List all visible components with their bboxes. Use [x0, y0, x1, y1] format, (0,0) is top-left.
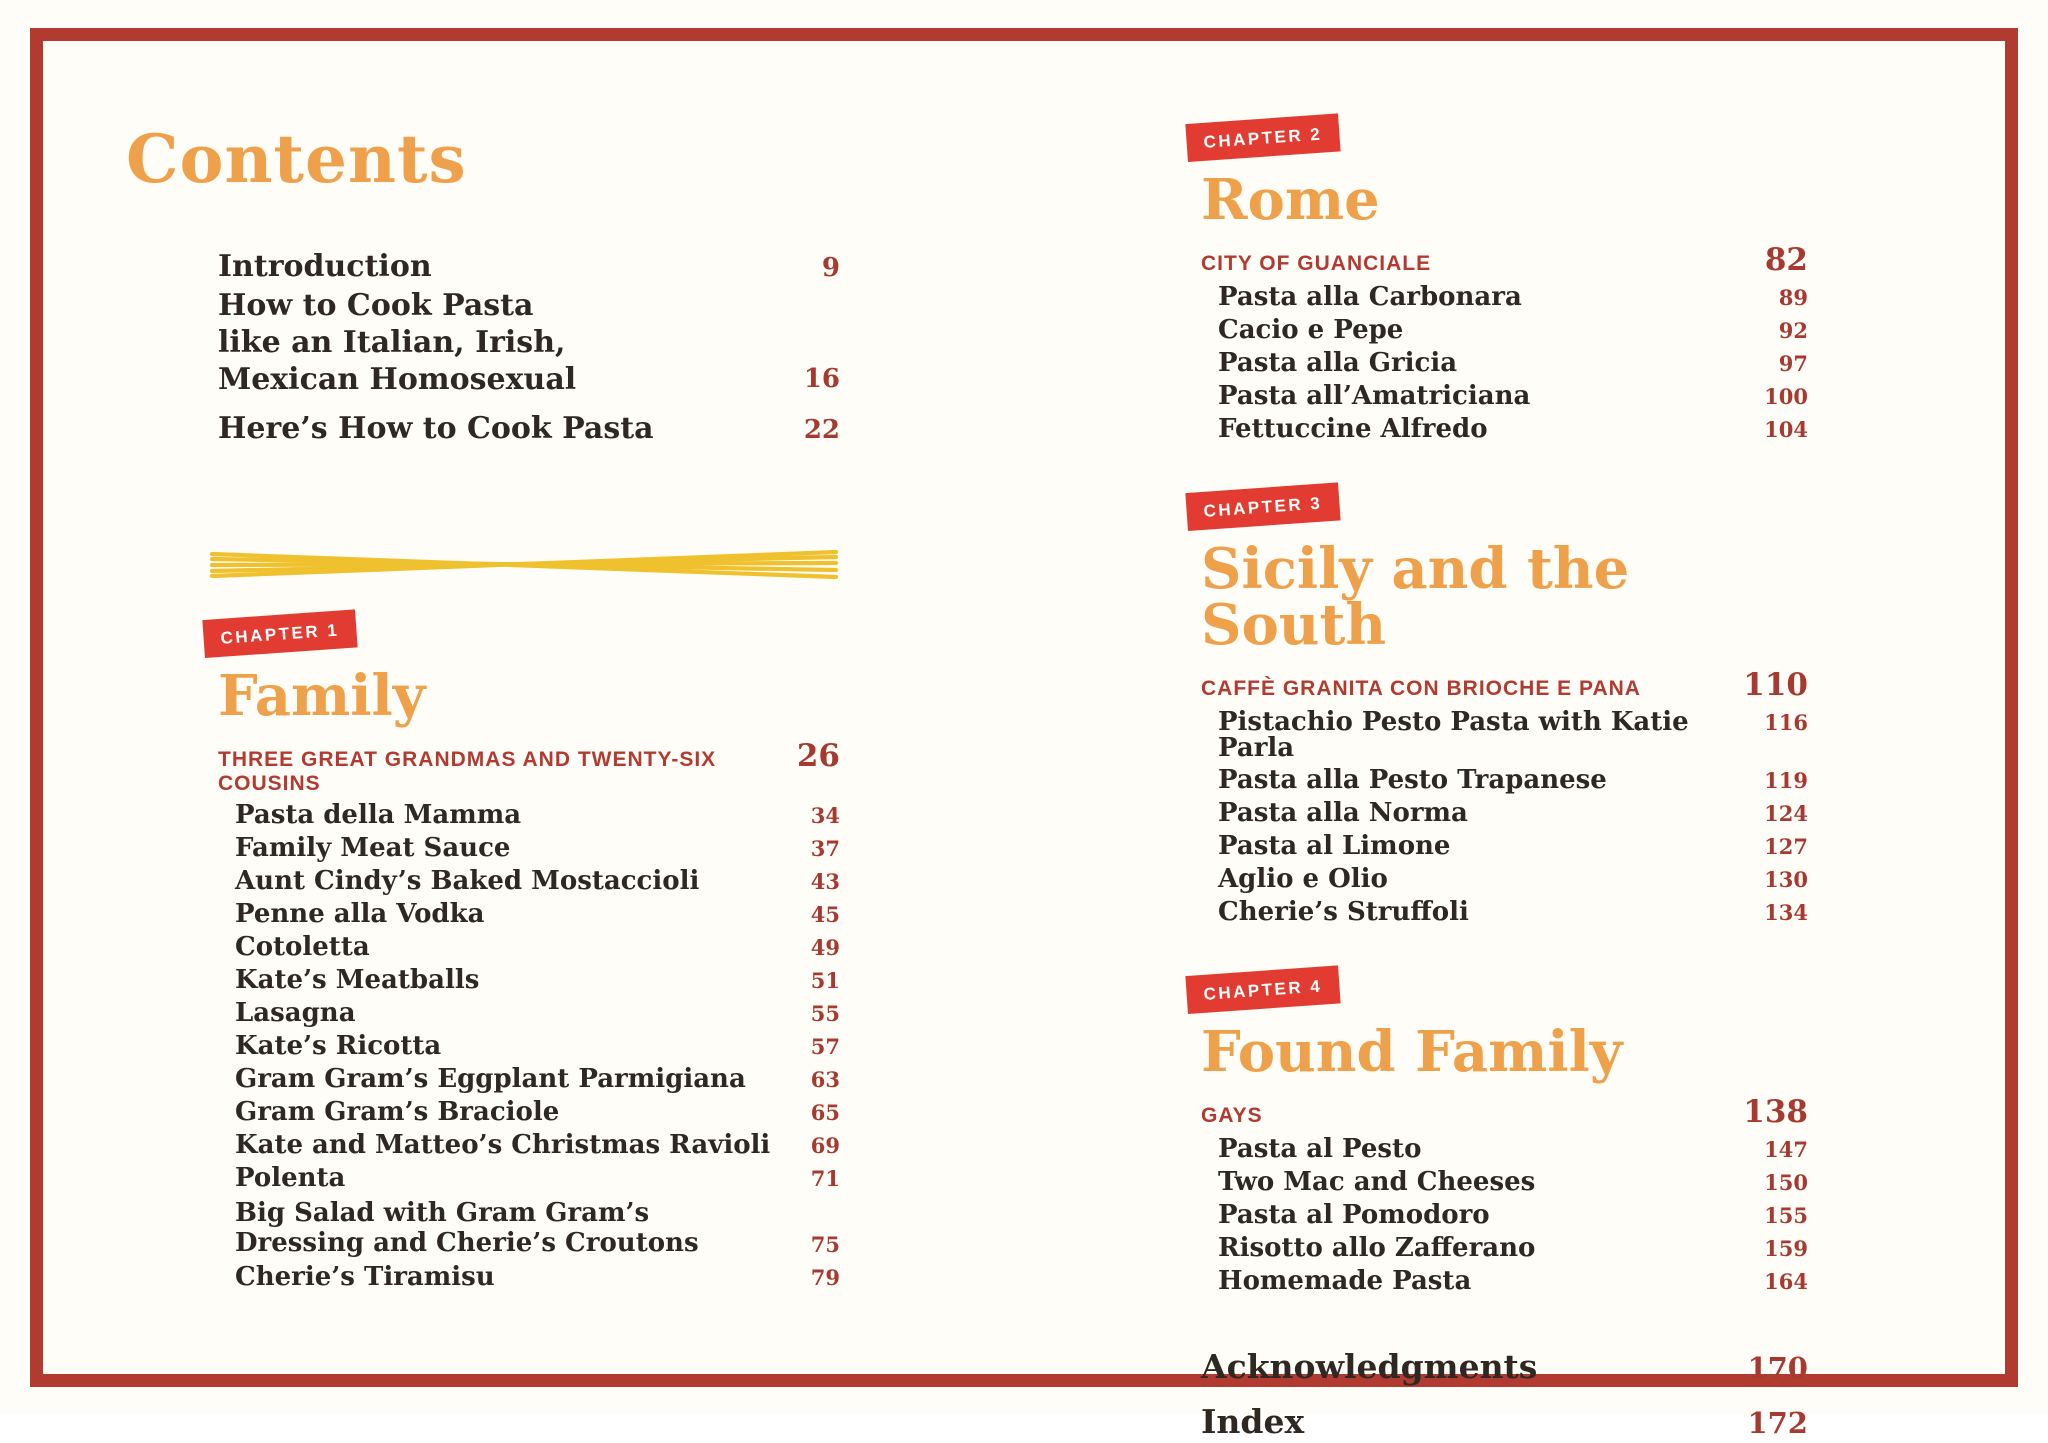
- recipe-page-number: 49: [810, 935, 840, 960]
- toc-entry-label: Here’s How to Cook Pasta: [218, 411, 654, 446]
- recipe-label: Gram Gram’s Braciole: [235, 1097, 560, 1127]
- back-matter-list: [1201, 1347, 1808, 1443]
- recipe-label: Kate’s Meatballs: [235, 965, 480, 995]
- chapter-4-kicker-row: [1201, 1094, 1808, 1130]
- chapter-2-title: Rome: [1201, 167, 1380, 233]
- recipe-row: [1201, 1136, 1808, 1163]
- chapter-4-kicker: GAYS: [1201, 1104, 1263, 1127]
- recipe-label: Pasta alla Pesto Trapanese: [1218, 765, 1607, 795]
- recipe-row: [1201, 350, 1808, 377]
- spaghetti-divider-icon: [210, 546, 838, 586]
- recipe-label: Cherie’s Struffoli: [1218, 897, 1469, 927]
- recipe-row: [1201, 416, 1808, 443]
- recipe-label: Cotoletta: [235, 932, 370, 962]
- chapter-4-page-number: 138: [1743, 1094, 1808, 1130]
- recipe-page-number: 119: [1764, 768, 1808, 793]
- recipe-label: Aglio e Olio: [1218, 864, 1388, 894]
- recipe-row: [1201, 1169, 1808, 1196]
- chapter-1-kicker: THREE GREAT GRANDMAS AND TWENTY-SIX COUSINS: [218, 748, 717, 795]
- recipe-label: Family Meat Sauce: [235, 833, 511, 863]
- recipe-page-number: 155: [1764, 1203, 1808, 1228]
- recipe-row: [1201, 800, 1808, 827]
- chapter-2-badge: CHAPTER 2: [1185, 113, 1340, 162]
- toc-entry: [1201, 1347, 1808, 1388]
- recipe-row: [218, 1099, 840, 1126]
- recipe-page-number: 89: [1778, 285, 1808, 310]
- recipe-label: Lasagna: [235, 998, 356, 1028]
- recipe-page-number: 127: [1764, 834, 1808, 859]
- recipe-row: [1201, 767, 1808, 794]
- recipe-page-number: 147: [1764, 1137, 1808, 1162]
- recipe-page-number: 37: [810, 836, 840, 861]
- recipe-page-number: 65: [810, 1100, 840, 1125]
- recipe-label: Pasta alla Carbonara: [1218, 282, 1522, 312]
- recipe-row: [1201, 866, 1808, 893]
- chapter-2-kicker: CITY OF GUANCIALE: [1201, 252, 1432, 275]
- recipe-page-number: 159: [1764, 1236, 1808, 1261]
- chapter-4-title: Found Family: [1201, 1019, 1623, 1085]
- recipe-page-number: 104: [1764, 417, 1808, 442]
- recipe-page-number: 45: [810, 902, 840, 927]
- recipe-label: Gram Gram’s Eggplant Parmigiana: [235, 1064, 746, 1094]
- recipe-label: Kate’s Ricotta: [235, 1031, 442, 1061]
- chapter-3-kicker-row: [1201, 667, 1808, 703]
- recipe-label: Pasta all’Amatriciana: [1218, 381, 1531, 411]
- toc-entry-page-number: 9: [821, 253, 840, 283]
- recipe-row: [218, 1066, 840, 1093]
- recipe-row: [218, 934, 840, 961]
- recipe-row: [1201, 833, 1808, 860]
- recipe-page-number: 164: [1764, 1269, 1808, 1294]
- recipe-page-number: 71: [810, 1166, 840, 1191]
- recipe-label: Aunt Cindy’s Baked Mostaccioli: [235, 866, 700, 896]
- recipe-page-number: 150: [1764, 1170, 1808, 1195]
- recipe-row: [218, 802, 840, 829]
- recipe-page-number: 57: [810, 1034, 840, 1059]
- recipe-row: [218, 967, 840, 994]
- toc-entry: [218, 410, 840, 449]
- toc-entry-label: Index: [1201, 1402, 1305, 1441]
- chapter-1-kicker-row: [218, 738, 840, 796]
- recipe-page-number: 92: [1778, 318, 1808, 343]
- recipe-row: [1201, 317, 1808, 344]
- recipe-row: [218, 868, 840, 895]
- recipe-label: Kate and Matteo’s Christmas Ravioli: [235, 1130, 771, 1160]
- recipe-row: [1201, 899, 1808, 926]
- recipe-label: Pistachio Pesto Pasta with Katie Parla: [1218, 707, 1689, 763]
- chapter-1-family-section: [205, 620, 840, 1291]
- chapter-2-kicker-row: [1201, 242, 1808, 278]
- toc-entry: [218, 287, 840, 398]
- chapter-2-rome-section: [1188, 124, 1808, 443]
- chapter-2-recipe-list: [1201, 284, 1808, 443]
- recipe-label: Pasta al Pesto: [1218, 1134, 1422, 1164]
- toc-entry-label: How to Cook Pasta like an Italian, Irish, Mexican Homosexual: [218, 288, 577, 397]
- recipe-row: [1201, 1202, 1808, 1229]
- recipe-label: Pasta al Pomodoro: [1218, 1200, 1490, 1230]
- recipe-label: Risotto allo Zafferano: [1218, 1233, 1536, 1263]
- recipe-label: Big Salad with Gram Gram’s Dressing and Cherie’s Croutons: [235, 1198, 699, 1258]
- toc-entry-page-number: 22: [803, 415, 840, 445]
- chapter-3-sicily-section: [1188, 493, 1808, 926]
- chapter-4-recipe-list: [1201, 1136, 1808, 1295]
- recipe-page-number: 51: [810, 968, 840, 993]
- recipe-label: Pasta alla Norma: [1218, 798, 1468, 828]
- chapter-3-recipe-list: [1201, 709, 1808, 926]
- chapter-3-title: Sicily and the South: [1201, 536, 1630, 658]
- recipe-label: Fettuccine Alfredo: [1218, 414, 1488, 444]
- recipe-row: [218, 1132, 840, 1159]
- recipe-row: [218, 1000, 840, 1027]
- recipe-row: [218, 1165, 840, 1192]
- recipe-page-number: 130: [1764, 867, 1808, 892]
- recipe-row: [218, 901, 840, 928]
- chapter-1-page-number: 26: [796, 738, 840, 774]
- recipe-label: Two Mac and Cheeses: [1218, 1167, 1536, 1197]
- chapter-2-page-number: 82: [1764, 242, 1808, 278]
- chapter-1-badge: CHAPTER 1: [202, 609, 357, 658]
- recipe-row: [1201, 1235, 1808, 1262]
- recipe-page-number: 116: [1764, 710, 1808, 735]
- chapter-1-recipe-list: [218, 802, 840, 1291]
- recipe-page-number: 124: [1764, 801, 1808, 826]
- toc-entry-label: Acknowledgments: [1201, 1347, 1538, 1386]
- recipe-label: Pasta della Mamma: [235, 800, 522, 830]
- page-title: Contents: [126, 120, 467, 198]
- recipe-page-number: 79: [810, 1265, 840, 1290]
- toc-entry-page-number: 16: [803, 364, 840, 394]
- recipe-row: [1201, 383, 1808, 410]
- recipe-page-number: 63: [810, 1067, 840, 1092]
- toc-entry: [1201, 1402, 1808, 1443]
- recipe-row: [218, 1198, 840, 1258]
- chapter-4-found-family-section: [1188, 976, 1808, 1295]
- recipe-label: Cherie’s Tiramisu: [235, 1262, 495, 1292]
- chapter-3-badge: CHAPTER 3: [1185, 482, 1340, 531]
- recipe-page-number: 134: [1764, 900, 1808, 925]
- recipe-row: [218, 835, 840, 862]
- chapter-1-title: Family: [218, 663, 426, 729]
- recipe-page-number: 97: [1778, 351, 1808, 376]
- chapter-3-kicker: CAFFÈ GRANITA CON BRIOCHE E PANA: [1201, 677, 1641, 700]
- recipe-page-number: 55: [810, 1001, 840, 1026]
- recipe-row: [218, 1264, 840, 1291]
- recipe-row: [1201, 284, 1808, 311]
- recipe-row: [1201, 709, 1808, 761]
- recipe-label: Cacio e Pepe: [1218, 315, 1404, 345]
- recipe-row: [218, 1033, 840, 1060]
- recipe-page-number: 34: [810, 803, 840, 828]
- recipe-label: Homemade Pasta: [1218, 1266, 1472, 1296]
- front-matter-list: [218, 248, 840, 449]
- recipe-label: Pasta al Limone: [1218, 831, 1451, 861]
- recipe-label: Penne alla Vodka: [235, 899, 485, 929]
- recipe-row: [1201, 1268, 1808, 1295]
- toc-entry-label: Introduction: [218, 249, 432, 284]
- toc-entry: [218, 248, 840, 287]
- chapter-3-page-number: 110: [1743, 667, 1808, 703]
- recipe-page-number: 75: [810, 1232, 840, 1257]
- recipe-page-number: 100: [1764, 384, 1808, 409]
- recipe-label: Polenta: [235, 1163, 346, 1193]
- chapter-4-badge: CHAPTER 4: [1185, 965, 1340, 1014]
- recipe-label: Pasta alla Gricia: [1218, 348, 1458, 378]
- toc-entry-page-number: 170: [1747, 1351, 1808, 1385]
- recipe-page-number: 69: [810, 1133, 840, 1158]
- right-column: [1188, 124, 1808, 1443]
- toc-entry-page-number: 172: [1747, 1406, 1808, 1440]
- recipe-page-number: 43: [810, 869, 840, 894]
